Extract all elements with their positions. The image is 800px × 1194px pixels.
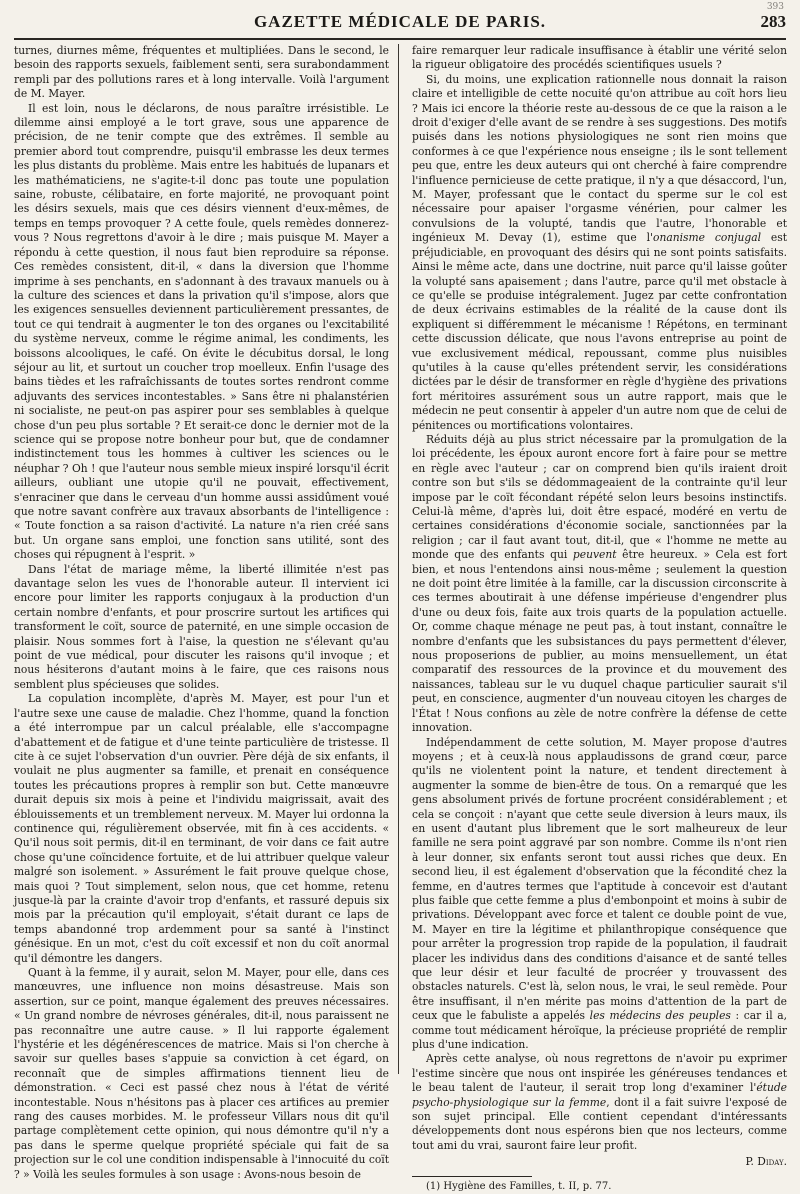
text-run: : car il a, comme tout médicament héroïque, la précieuse propriété de remplir plus d'une indication. [412,1009,788,1052]
text-run: Après cette analyse, où nous regrettons de n'avoir pu exprimer l'estime sincère que nous ont inspirée les généreuses tendances et le beau talent de l'auteur, il serait trop long d'examiner l' [412,1052,787,1095]
text-run: être heureux. » Cela est fort bien, et nous l'entendons ainsi nous-même ; seulement la question ne doit point être limitée à la famille, car la discussion circonscrite à ces termes aboutirait à une défense impérieuse d'engendrer plus d'une ou deux fois, faite aux trois quarts de la population actuelle. Or, comme chaque ménage ne peut pas, à tout instant, connaître le nombre d'enfants que les subsistances du pays permettent d'élever, nous proposerions de publier, au moins mensuellement, un état comparatif des ressources de la province et du mouvement des naissances, tableau sur le vu duquel chaque particulier saurait s'il peut, en conscience, augmenter d'un nouveau citoyen les charges de l'État ! Nous confions au zèle de notre confrère la défense de cette innovation. [412,548,787,735]
right-column [412,44,787,1194]
running-header [14,2,786,40]
text-run: Indépendamment de cette solution, M. Mayer propose d'autres moyens ; et à ceux-là nous applaudissons de grand cœur, parce qu'ils ne violentent point la nature, et tendent directement à augmenter la somme de bien-être de tous. On a remarqué que les gens absolument privés de fortune procréent considérablement ; et cela se conçoit : n'ayant que cette seule diversion à leurs maux, ils en usent d'autant plus librement que le sort malheureux de leur famille ne sera point aggravé par son nombre. Comme ils n'ont rien à leur donner, six enfants seront tout aussi riches que deux. En second lieu, il est également d'observation que la fécondité chez la femme, en d'autres termes que l'aptitude à concevoir est d'autant plus faible que cette femme a plus d'embonpoint et moins à subir de privations. Développant avec force et talent ce double point de vue, M. Mayer en tire la légitime et philanthropique conséquence que pour arrêter la progression trop rapide de la population, il faudrait placer les individus dans des conditions d'aisance et de santé telles que leur désir et leur faculté de procréer y trouvassent des obstacles naturels. C'est là, selon nous, le vrai, le seul remède. Pour être insuffisant, il n'en mérite pas moins d'attention de la part de ceux que le fabuliste a appelés [412,735,787,1023]
paragraph: Quant à la femme, il y aurait, selon M. Mayer, pour elle, dans ces manœuvres, une influence non moins désastreuse. Mais son assertion, sur ce point, manque également des preuves nécessaires. « Un grand nombre de névroses générales, dit-il, nous paraissent ne pas reconnaître une autre cause. » Il lui rapporte également l'hystérie et les dégénérescences de matrice. Mais si l'on cherche à savoir sur quelles bases s'appuie sa conviction à cet égard, on reconnaît que de simples affirmations tiennent lieu de démonstration. « Ceci est passé chez nous à l'état de vérité incontestable. Nous n'hésitons pas à placer ces artifices au premier rang des causes morbides. M. le professeur Villars nous dit qu'il partage complètement cette opinion, qui nous démontre qu'il n'y a pas dans le sperme quelque propriété spéciale qui fait de sa projection sur le col une condition indispensable à l'innocuité du coït ? » Voilà les seules formules à son usage : Avons-nous besoin de [14,966,389,1181]
page-number: 283 [760,12,786,31]
paragraph: Dans l'état de mariage même, la liberté illimitée n'est pas davantage selon les vues de l'honorable auteur. Il intervient ici encore pour limiter les rapports conjugaux à la production d'un certain nombre d'enfants, et pour proscrire surtout les artifices qui transforment le coït, source de paternité, en une simple occasion de plaisir. Nous sommes fort à l'aise, la question ne s'élevant qu'au point de vue médical, pour discuter les raisons qu'il invoque ; et nous hésiterons d'autant moins à le faire, que ces raisons nous semblent plus spécieuses que solides. [14,562,389,691]
page-corner-mark: 393 [766,2,784,12]
emphasis: les médecins des peuples [589,1009,731,1023]
left-column [14,44,389,1182]
paragraph: Il est loin, nous le déclarons, de nous paraître irrésistible. Le dilemme ainsi employé a le tort grave, sous une apparence de précision, de ne tenir compte que des extrêmes. Il semble au premier abord tout comprendre, puisqu'il embrasse les deux termes les plus distants du problème. Mais entre les habitués de lupanars et les mathématiciens, ne s'agite-t-il donc pas toute une population saine, robuste, célibataire, en forte majorité, ne provoquant point les désirs sexuels, mais que ces désirs viennent d'eux-mêmes, de temps en temps provoquer ? A cette foule, quels remèdes donnerez-vous ? Nous regrettons d'avoir à le dire ; mais puisque M. Mayer a répondu à cette question, il nous faut bien reproduire sa réponse. Ces remèdes consistent, dit-il, « dans la diversion que l'homme imprime à ses penchants, en s'adonnant à des travaux manuels ou à la culture des sciences et dans la privation qu'il s'impose, alors que les exigences sensuelles deviennent particulièrement pressantes, de tout ce qui tendrait à augmenter le ton des organes ou l'excitabilité du système nerveux, comme le régime animal, les condiments, les boissons alcooliques, le café. On évite le décubitus dorsal, le long séjour au lit, et surtout un coucher trop moelleux. Enfin l'usage des bains tièdes et les rafraîchissants de toutes sortes rendront comme adjuvants des services incontestables. » Sans être ni phalanstérien ni socialiste, ne peut-on pas aspirer pour ses semblables à quelque chose d'un peu plus sortable ? Et serait-ce donc le dernier mot de la science qui se propose notre bonheur pour but, que de condamner indistinctement tous les hommes à cultiver les sciences ou le néuphar ? Oh ! que l'auteur nous semble mieux inspiré lorsqu'il écrit ailleurs, oubliant une utopie qu'il ne pouvait, effectivement, s'enraciner que dans le cerveau d'un homme aussi assidûment voué que notre savant confrère aux travaux absorbants de l'intelligence : « Toute fonction a sa raison d'activité. La nature n'a rien créé sans but. Un organe sans emploi, une fonction sans utilité, sont des choses qui répugnent à l'esprit. » [14,101,389,562]
emphasis: peuvent [572,548,617,562]
journal-title: GAZETTE MÉDICALE DE PARIS. [253,12,547,31]
footnote-rule [412,1176,532,1177]
footnote: (1) Hygiène des Familles, t. II, p. 77. [426,1180,612,1192]
column-divider [398,44,399,1074]
paragraph: faire remarquer leur radicale insuffisance à établir une vérité selon la rigueur obligatoire des procédés scientifiques usuels ? [412,44,787,72]
author-signature: P. Diday. [745,1155,787,1169]
paragraph: La copulation incomplète, d'après M. Mayer, est pour l'un et l'autre sexe une cause de maladie. Chez l'homme, quand la fonction a été interrompue par un calcul préalable, elle s'accompagne d'abattement et de fatigue et d'une teinte particulière de tristesse. Il cite à ce sujet l'observation d'un ouvrier. Père déjà de six enfants, il voulait ne plus augmenter sa famille, et prenait en conséquence toutes les précautions propres à remplir son but. Cette manœuvre durait depuis six mois à peine et l'individu maigrissait, avait des éblouissements et un tremblement nerveux. M. Mayer lui ordonna la continence qui, régulièrement observée, mit fin à ces accidents. « Qu'il nous soit permis, dit-il en terminant, de voir dans ce fait autre chose qu'une coïncidence fortuite, et de lui attribuer quelque valeur malgré son isolement. » Assurément le fait prouve quelque chose, mais quoi ? Tout simplement, selon nous, que cet homme, retenu jusque-là par la crainte d'avoir trop d'enfants, et rassuré depuis six mois par la précaution qu'il employait, s'était durant ce laps de temps abandonné trop ardemment pour sa santé à l'instinct génésique. En un mot, c'est du coït excessif et non du coït anormal qu'il démontre les dangers. [14,692,389,965]
paragraph [412,736,787,1053]
text-run: , dont il a fait suivre l'exposé de son sujet principal. Elle contient cependant d'intéressants développements dont nous espérons bien que nos lecteurs, comme tout ami du vrai, sauront faire leur profit. [412,1095,787,1152]
paragraph [412,73,787,433]
text-run: Réduits déjà au plus strict nécessaire par la promulgation de la loi précédente, les époux auront encore fort à faire pour se mettre en règle avec l'auteur ; car on comprend bien qu'ils iraient droit contre son but s'ils se dédommageaient de la contrainte qu'il leur impose par le coït fécondant répété selon leurs besoins instinctifs. Celui-là même, d'après lui, doit être espacé, modéré en vertu de certaines considérations d'économie sociale, sanctionnées par la religion ; car il faut avant tout, dit-il, que « l'homme ne mette au monde que des enfants qui [412,432,787,562]
text-run: Si, du moins, une explication rationnelle nous donnait la raison claire et intelligible de cette nocuité qu'on attribue au coït hors lieu ? Mais ici encore la théorie reste au-dessous de ce que la raison a le droit d'exiger d'elle avant de se rendre à ses suggestions. Des motifs puisés dans les notions physiologiques ne sont rien moins que conformes à ce que l'expérience nous enseigne ; ils le sont tellement peu que, entre les deux auteurs qui ont cherché à faire comprendre l'influence pernicieuse de cette pratique, il n'y a que désaccord, l'un, M. Mayer, professant que le contact du sperme sur le col est nécessaire pour apaiser l'orgasme vénérien, pour calmer les convulsions de la volupté, tandis que l'autre, l'honorable et ingénieux M. Devay (1), estime que l' [412,72,787,245]
emphasis: onanisme conjugal [653,231,761,245]
emphasis: étude psycho-physiologique sur la femme [412,1081,787,1109]
text-run: est préjudiciable, en provoquant des désirs qui ne sont points satisfaits. Ainsi le même acte, dans une doctrine, nuit parce qu'il laisse goûter la volupté sans apaisement ; dans l'autre, parce qu'il met obstacle à ce qu'elle se produise intégralement. Jugez par cette confrontation de deux écrivains estimables de la réalité de la cause dont ils expliquent si différemment le mécanisme ! Répétons, en terminant cette discussion délicate, que nous l'avons entreprise au point de vue exclusivement médical, repoussant, comme plus nuisibles qu'utiles à la cause qu'elles prétendent servir, les considérations dictées par le désir de transformer en règle d'hygiène des privations fort méritoires assurément sous un autre rapport, mais que le médecin ne peut consentir à appeler d'un autre nom que de celui de pénitences ou mortifications volontaires. [412,231,787,432]
paragraph [412,1052,787,1153]
paragraph [412,433,787,736]
paragraph: turnes, diurnes même, fréquentes et multipliées. Dans le second, le besoin des rapports sexuels, faiblement senti, sera surabondamment rempli par des pollutions rares et à long intervalle. Voilà l'argument de M. Mayer. [14,44,389,101]
